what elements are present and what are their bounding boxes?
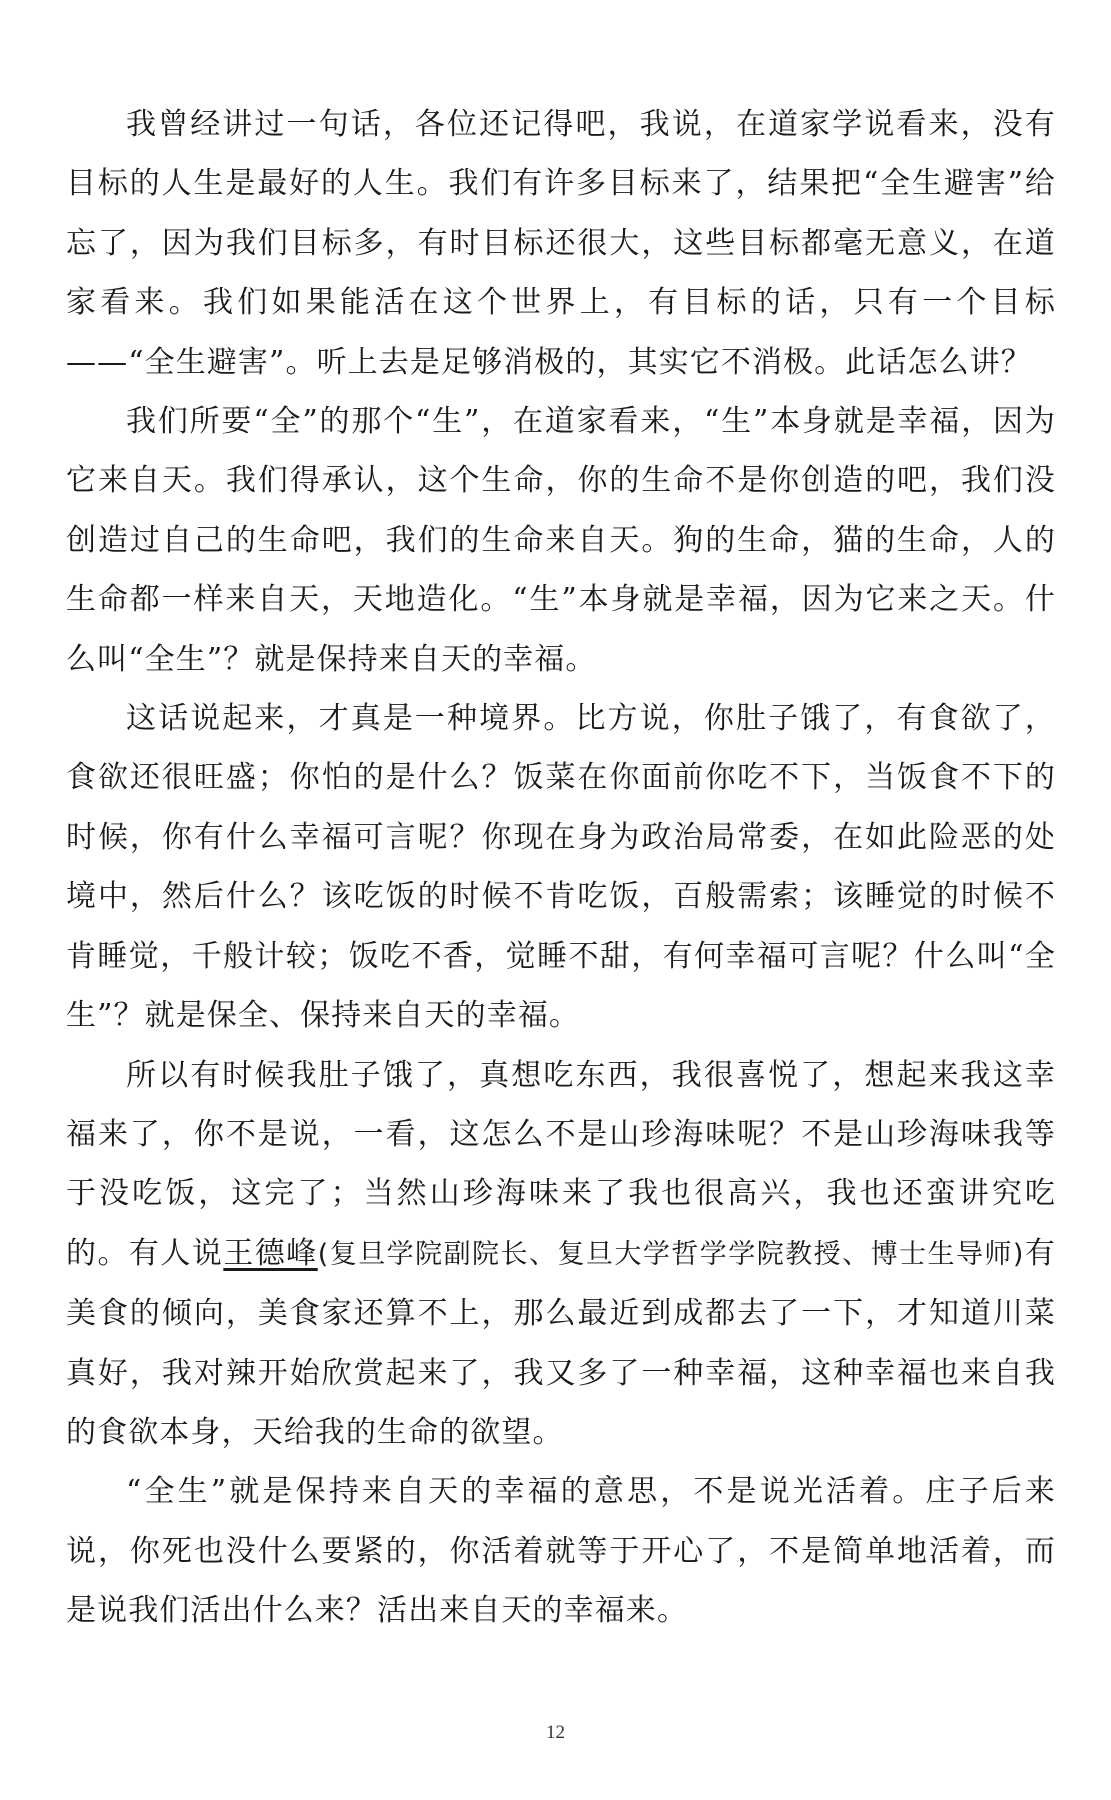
person-name: 王德峰 — [223, 1235, 318, 1271]
paragraph-4 — [66, 1046, 1056, 1463]
page-number: 12 — [546, 1722, 565, 1743]
paragraph-3: 这话说起来，才真是一种境界。比方说，你肚子饿了，有食欲了，食欲还很旺盛；你怕的是什么？饭菜在你面前你吃不下，当饭食不下的时候，你有什么幸福可言呢？你现在身为政治局常委，在如此险恶的处境中，然后什么？该吃饭的时候不肯吃饭，百般需索；该睡觉的时候不肯睡觉，千般计较；饭吃不香，觉睡不甜，有何幸福可言呢？什么叫“全生”？就是保全、保持来自天的幸福。 — [66, 701, 1056, 1034]
paragraph-1: 我曾经讲过一句话，各位还记得吧，我说，在道家学说看来，没有目标的人生是最好的人生。我们有许多目标来了，结果把“全生避害”给忘了，因为我们目标多，有时目标还很大，这些目标都毫无意义，在道家看来。我们如果能活在这个世界上，有目标的话，只有一个目标——“全生避害”。听上去是足够消极的，其实它不消极。此话怎么讲？ — [66, 107, 1056, 380]
body-text — [66, 95, 1056, 1641]
paragraph-2: 我们所要“全”的那个“生”，在道家看来，“生”本身就是幸福，因为它来自天。我们得承认，这个生命，你的生命不是你创造的吧，我们没创造过自己的生命吧，我们的生命来自天。狗的生命，猫的生命，人的生命都一样来自天，天地造化。“生”本身就是幸福，因为它来之天。什么叫“全生”？就是保持来自天的幸福。 — [66, 404, 1056, 677]
paragraph-4-text-after: 有美食的倾向，美食家还算不上，那么最近到成都去了一下，才知道川菜真好，我对辣开始欣赏起来了，我又多了一种幸福，这种幸福也来自我的食欲本身，天给我的生命的欲望。 — [66, 1235, 1056, 1450]
paragraph-4-text-before: 所以有时候我肚子饿了，真想吃东西，我很喜悦了，想起来我这幸福来了，你不是说，一看，这怎么不是山珍海味呢？不是山珍海味我等于没吃饭，这完了；当然山珍海味来了我也很高兴，我也还蛮讲究吃的。有人说 — [66, 1057, 1056, 1271]
paragraph-5: “全生”就是保持来自天的幸福的意思，不是说光活着。庄子后来说，你死也没什么要紧的，你活着就等于开心了，不是简单地活着，而是说我们活出什么来？活出来自天的幸福来。 — [66, 1474, 1056, 1629]
person-note: (复旦学院副院长、复旦大学哲学学院教授、博士生导师) — [317, 1238, 1025, 1270]
